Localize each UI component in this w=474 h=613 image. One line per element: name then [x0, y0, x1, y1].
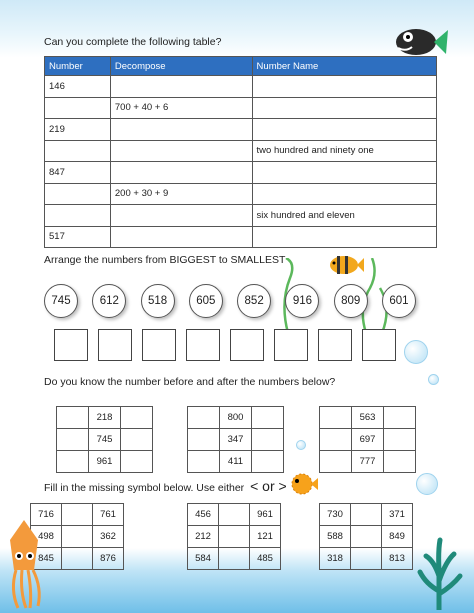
given-number: 800 [220, 407, 252, 429]
table-row [45, 162, 437, 184]
number-circle: 601 [382, 284, 416, 318]
right-number: 121 [250, 526, 281, 548]
number-circle: 745 [44, 284, 78, 318]
before-after-question: Do you know the number before and after the numbers below? [44, 376, 336, 388]
symbol-cell[interactable] [351, 504, 382, 526]
number-circle: 852 [237, 284, 271, 318]
left-number: 318 [320, 548, 351, 570]
given-number: 777 [352, 451, 384, 473]
symbol-cell[interactable] [351, 526, 382, 548]
left-number: 498 [31, 526, 62, 548]
number-cell[interactable] [45, 140, 111, 162]
after-cell[interactable] [121, 429, 153, 451]
puffer-fish-icon [288, 472, 318, 496]
left-number: 456 [188, 504, 219, 526]
symbol-grid-3 [319, 503, 413, 570]
answer-box[interactable] [142, 329, 176, 361]
striped-fish-icon [328, 253, 364, 277]
before-cell[interactable] [57, 407, 89, 429]
symbol-cell[interactable] [219, 526, 250, 548]
bubble-icon [416, 473, 438, 495]
after-cell[interactable] [121, 451, 153, 473]
number-circle: 809 [334, 284, 368, 318]
bubble-icon [428, 374, 439, 385]
symbol-choices: < or > [250, 478, 287, 494]
number-cell[interactable] [45, 183, 111, 205]
header-decompose: Decompose [110, 57, 252, 76]
before-cell[interactable] [320, 451, 352, 473]
number-name-cell[interactable] [252, 226, 436, 248]
symbol-cell[interactable] [219, 504, 250, 526]
number-name-cell[interactable]: two hundred and ninety one [252, 140, 436, 162]
number-cell[interactable]: 219 [45, 119, 111, 141]
number-circle: 605 [189, 284, 223, 318]
decompose-cell[interactable] [110, 162, 252, 184]
number-name-cell[interactable] [252, 97, 436, 119]
answer-boxes-row [54, 329, 396, 361]
left-number: 716 [31, 504, 62, 526]
before-cell[interactable] [320, 429, 352, 451]
answer-box[interactable] [98, 329, 132, 361]
number-circle: 916 [285, 284, 319, 318]
given-number: 218 [89, 407, 121, 429]
table-row [45, 226, 437, 248]
answer-box[interactable] [230, 329, 264, 361]
table-question: Can you complete the following table? [44, 36, 222, 48]
answer-box[interactable] [362, 329, 396, 361]
coral-icon [414, 536, 464, 610]
before-cell[interactable] [57, 429, 89, 451]
symbol-cell[interactable] [62, 548, 93, 570]
right-number: 961 [250, 504, 281, 526]
left-number: 845 [31, 548, 62, 570]
given-number: 697 [352, 429, 384, 451]
number-cell[interactable] [45, 205, 111, 227]
after-cell[interactable] [384, 407, 416, 429]
number-name-cell[interactable] [252, 183, 436, 205]
decompose-cell[interactable] [110, 119, 252, 141]
symbol-question-text: Fill in the missing symbol below. Use either [44, 482, 245, 494]
before-cell[interactable] [188, 407, 220, 429]
given-number: 347 [220, 429, 252, 451]
right-number: 849 [382, 526, 413, 548]
header-number-name: Number Name [252, 57, 436, 76]
table-row [45, 183, 437, 205]
right-number: 813 [382, 548, 413, 570]
bubble-icon [296, 440, 306, 450]
table-header-row [45, 57, 437, 76]
after-cell[interactable] [121, 407, 153, 429]
table-row [45, 76, 437, 98]
before-cell[interactable] [57, 451, 89, 473]
table-row [45, 119, 437, 141]
symbol-question [44, 478, 287, 494]
squid-icon [4, 520, 46, 610]
before-cell[interactable] [320, 407, 352, 429]
before-after-grid-3 [319, 406, 416, 473]
before-cell[interactable] [188, 429, 220, 451]
number-name-cell[interactable]: six hundred and eleven [252, 205, 436, 227]
answer-box[interactable] [274, 329, 308, 361]
number-cell[interactable] [45, 97, 111, 119]
table-row [45, 97, 437, 119]
number-name-cell[interactable] [252, 162, 436, 184]
answer-box[interactable] [318, 329, 352, 361]
symbol-cell[interactable] [62, 504, 93, 526]
right-number: 761 [93, 504, 124, 526]
given-number: 411 [220, 451, 252, 473]
given-number: 961 [89, 451, 121, 473]
decompose-cell[interactable] [110, 140, 252, 162]
ordering-question: Arrange the numbers from BIGGEST to SMALLEST [44, 254, 286, 266]
header-number: Number [45, 57, 111, 76]
number-cell[interactable]: 847 [45, 162, 111, 184]
decompose-cell[interactable]: 700 + 40 + 6 [110, 97, 252, 119]
decompose-cell[interactable] [110, 76, 252, 98]
answer-box[interactable] [54, 329, 88, 361]
left-number: 730 [320, 504, 351, 526]
table-row [45, 205, 437, 227]
table-row [45, 140, 437, 162]
decompose-cell[interactable] [110, 226, 252, 248]
after-cell[interactable] [384, 451, 416, 473]
place-value-table [44, 56, 437, 248]
right-number: 371 [382, 504, 413, 526]
number-circles-row [44, 284, 416, 318]
right-number: 362 [93, 526, 124, 548]
bubble-icon [404, 340, 428, 364]
right-number: 876 [93, 548, 124, 570]
number-circle: 518 [141, 284, 175, 318]
number-circle: 612 [92, 284, 126, 318]
symbol-grid-2 [187, 503, 281, 570]
before-cell[interactable] [188, 451, 220, 473]
left-number: 212 [188, 526, 219, 548]
number-cell[interactable]: 517 [45, 226, 111, 248]
before-after-grid-2 [187, 406, 284, 473]
number-cell[interactable]: 146 [45, 76, 111, 98]
number-name-cell[interactable] [252, 76, 436, 98]
answer-box[interactable] [186, 329, 220, 361]
symbol-cell[interactable] [62, 526, 93, 548]
given-number: 745 [89, 429, 121, 451]
right-number: 485 [250, 548, 281, 570]
decompose-cell[interactable]: 200 + 30 + 9 [110, 183, 252, 205]
before-after-grid-1 [56, 406, 153, 473]
left-number: 588 [320, 526, 351, 548]
symbol-cell[interactable] [219, 548, 250, 570]
left-number: 584 [188, 548, 219, 570]
number-name-cell[interactable] [252, 119, 436, 141]
after-cell[interactable] [384, 429, 416, 451]
after-cell[interactable] [252, 429, 284, 451]
after-cell[interactable] [252, 451, 284, 473]
after-cell[interactable] [252, 407, 284, 429]
decompose-cell[interactable] [110, 205, 252, 227]
symbol-cell[interactable] [351, 548, 382, 570]
given-number: 563 [352, 407, 384, 429]
